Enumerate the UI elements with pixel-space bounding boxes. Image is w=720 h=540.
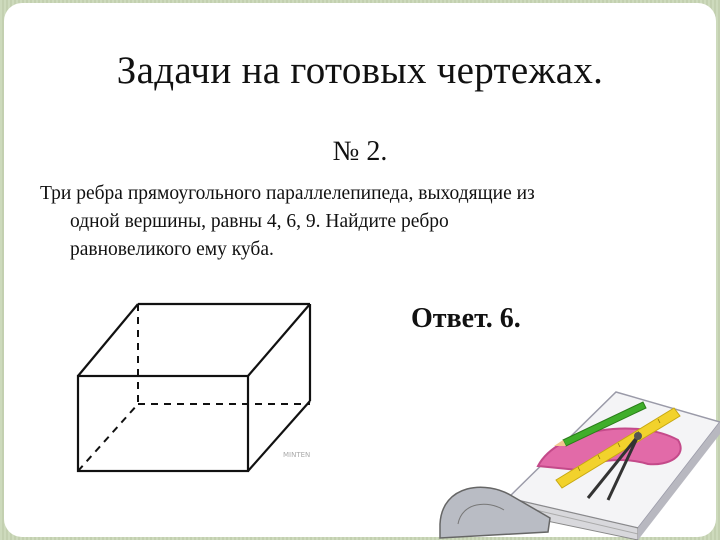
top-left-edge (78, 304, 138, 376)
problem-line-1: Три ребра прямоугольного параллелепипеда, выходящие из (40, 183, 535, 204)
problem-line-3: равновеликого ему куба. (70, 239, 274, 260)
parallelepiped-figure (65, 287, 321, 479)
hidden-depth-edge (78, 404, 138, 471)
book-tools-illustration (438, 388, 720, 540)
bottom-right-edge (248, 401, 310, 471)
answer-text: Ответ. 6. (411, 303, 521, 334)
top-right-edge (248, 304, 310, 376)
problem-text (40, 180, 680, 264)
figure-watermark: MINTEN (283, 451, 311, 459)
problem-line-2: одной вершины, равны 4, 6, 9. Найдите ребро (70, 211, 449, 232)
front-face (78, 376, 248, 471)
slide-title: Задачи на готовых чертежах. (116, 49, 604, 92)
task-number: № 2. (332, 136, 388, 167)
